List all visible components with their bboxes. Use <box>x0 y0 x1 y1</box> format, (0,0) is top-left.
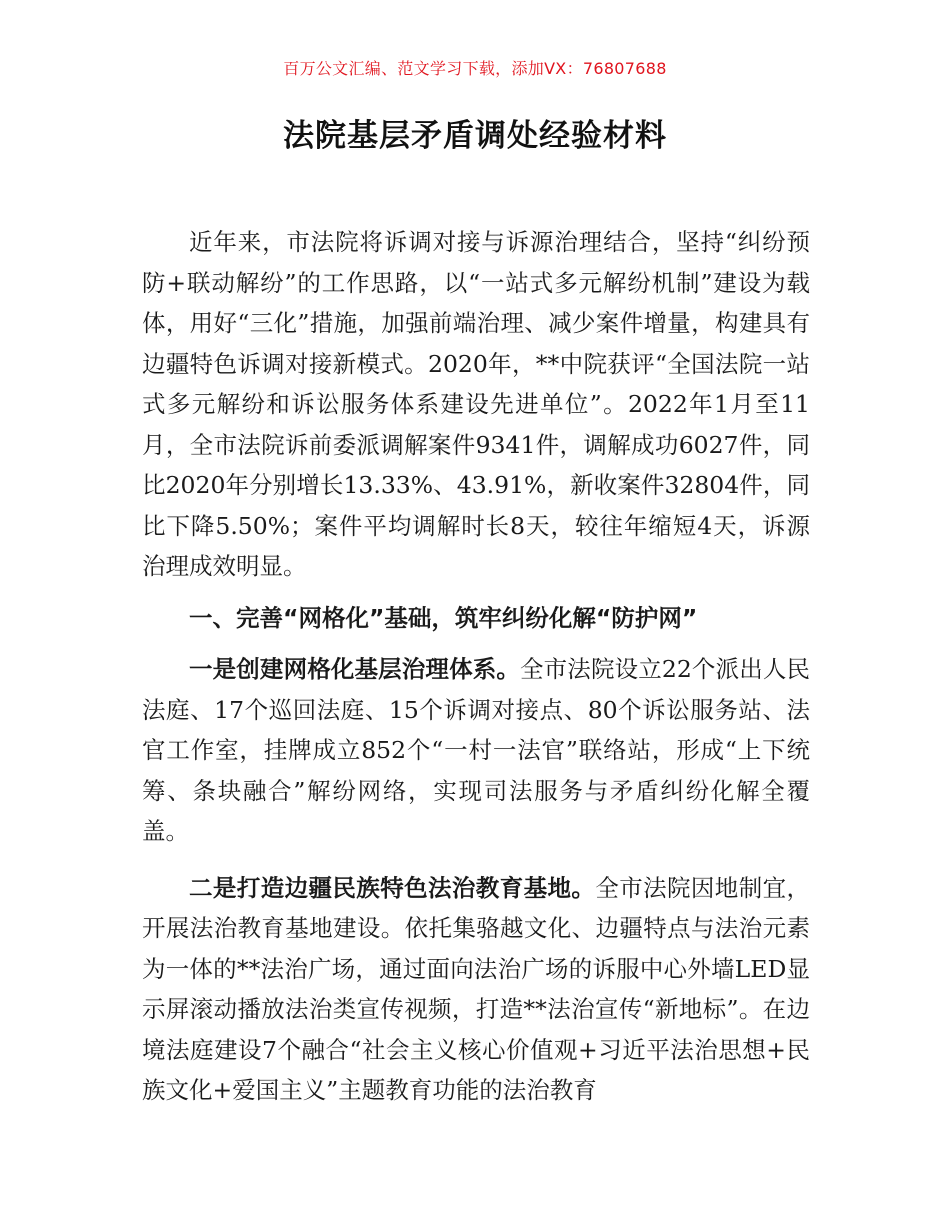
document-title: 法院基层矛盾调处经验材料 <box>283 118 667 154</box>
item-1-lead: 一是创建网格化基层治理体系。 <box>189 655 521 683</box>
item-2-lead: 二是打造边疆民族特色法治教育基地。 <box>189 873 596 902</box>
paragraph-item-2 <box>142 868 810 1111</box>
item-2-text: 全市法院因地制宜，开展法治教育基地建设。依托集骆越文化、边疆特点与法治元素为一体的**法治广场，通过面向法治广场的诉服中心外墙LED显示屏滚动播放法治类宣传视频，打造**法治宣传“新地标”。在边境法庭建设7个融合“社会主义核心价值观+习近平法治思想+民族文化+爱国主义”主题教育功能的法治教育 <box>142 873 811 1104</box>
watermark-header: 百万公文汇编、范文学习下载，添加VX：76807688 <box>283 59 667 78</box>
document-body <box>142 222 810 1111</box>
intro-paragraph: 近年来，市法院将诉调对接与诉源治理结合，坚持“纠纷预防+联动解纷”的工作思路，以“一站式多元解纷机制”建设为载体，用好“三化”措施，加强前端治理、减少案件增量，构建具有边疆特色诉调对接新模式。2020年，**中院获评“全国法院一站式多元解纷和诉讼服务体系建设先进单位”。2022年1月至11月，全市法院诉前委派调解案件9341件，调解成功6027件，同比2020年分别增长13.33%、43.91%，新收案件32804件，同比下降5.50%；案件平均调解时长8天，较往年缩短4天，诉源治理成效明显。 <box>142 228 810 580</box>
item-1-text: 全市法院设立22个派出人民法庭、17个巡回法庭、15个诉调对接点、80个诉讼服务站、法官工作室，挂牌成立852个“一村一法官”联络站，形成“上下统筹、条块融合”解纷网络，实现司法服务与矛盾纠纷化解全覆盖。 <box>142 655 810 845</box>
paragraph-item-1 <box>142 649 810 852</box>
section-heading: 一、完善“网格化”基础，筑牢纠纷化解“防护网” <box>189 603 698 632</box>
